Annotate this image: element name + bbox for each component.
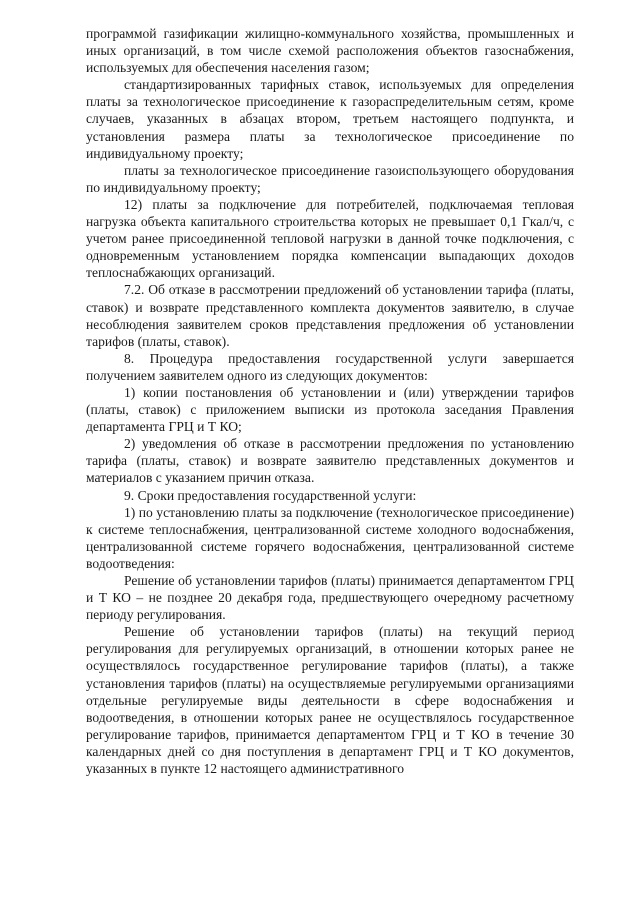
paragraph-gas-equipment-fee: платы за технологическое присоединение газоиспользующего оборудования по индивидуальному проекту;: [86, 162, 574, 195]
paragraph-decision-current-period: Решение об установлении тарифов (платы) на текущий период регулирования для регулируемых организаций, в отношении которых ранее не осуществлялось государственное регулирование тарифов (платы), а также установления тарифов (платы) на осуществляемые регулируемыми организациями отдельные регулируемые виды деятельности в сфере водоснабжения и водоотведения, в отношении которых ранее не осуществлялось государственное регулирование тарифов, принимается департаментом ГРЦ и Т КО в течение 30 календарных дней со дня поступления в департамент ГРЦ и Т КО документов, указанных в пункте 12 настоящего административного: [86, 624, 574, 777]
paragraph-decision-deadline: Решение об установлении тарифов (платы) принимается департаментом ГРЦ и Т КО – не позднее 20 декабря года, предшествующего очередному расчетному периоду регулирования.: [86, 573, 574, 623]
paragraph-item-12: 12) платы за подключение для потребителей, подключаемая тепловая нагрузка объекта капитального строительства которых не превышает 0,1 Гкал/ч, с учетом ранее присоединенной тепловой нагрузки в данной точке подключения, с одновременным установлением порядка компенсации выпадающих доходов теплоснабжающих организаций.: [86, 196, 574, 281]
paragraph-9: 9. Сроки предоставления государственной услуги:: [124, 487, 417, 503]
paragraph-gas-program: программой газификации жилищно-коммунального хозяйства, промышленных и иных организаций, в том числе схемой расположения объектов газоснабжения, используемых для обеспечения населения газом;: [86, 26, 574, 76]
paragraph-9-1: 1) по установлению платы за подключение (технологическое присоединение) к системе теплоснабжения, централизованной системе холодного водоснабжения, централизованной системе горячего водоснабжения, централизованной системе водоотведения:: [86, 504, 574, 571]
document-page: [86, 25, 574, 777]
paragraph-8: 8. Процедура предоставления государственной услуги завершается получением заявителем одного из следующих документов:: [86, 350, 574, 383]
paragraph-8-1: 1) копии постановления об установлении и (или) утверждении тарифов (платы, ставок) с приложением выписки из протокола заседания Правления департамента ГРЦ и Т КО;: [86, 384, 574, 435]
paragraph-standard-rates: стандартизированных тарифных ставок, используемых для определения платы за технологическое присоединение к газораспределительным сетям, кроме случаев, указанных в абзацах втором, третьем настоящего подпункта, и установления размера платы за технологическое присоединение по индивидуальному проекту;: [86, 77, 574, 161]
paragraph-8-2: 2) уведомления об отказе в рассмотрении предложения по установлению тарифа (платы, ставок) и возврате заявителю представленных документов и материалов с указанием причин отказа.: [86, 436, 574, 486]
paragraph-7-2: 7.2. Об отказе в рассмотрении предложений об установлении тарифа (платы, ставок) и возврате представленного комплекта документов заявителю, в случае несоблюдения заявителем сроков представления предложения об установлении тарифов (платы, ставок).: [86, 282, 574, 349]
